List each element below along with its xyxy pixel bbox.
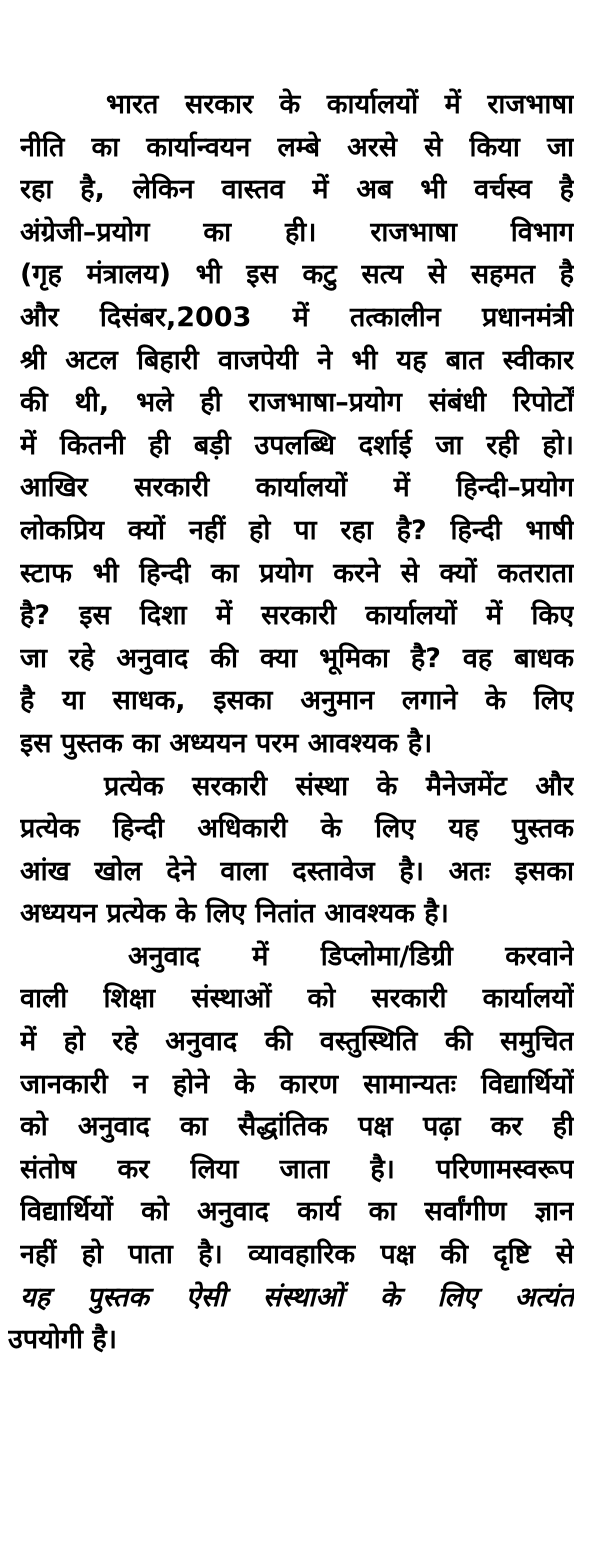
text-line: अंग्रेजी–प्रयोग का ही। राजभाषा विभाग [20,216,574,248]
text-line: प्रत्येक हिन्दी अधिकारी के लिए यह पुस्तक [20,813,574,845]
text-line: संतोष कर लिया जाता है। परिणामस्वरूप [20,1153,574,1185]
text-line: को अनुवाद का सैद्धांतिक पक्ष पढ़ा कर ही [20,1111,574,1143]
text-line: प्रत्येक सरकारी संस्था के मैनेजमेंट और [104,770,574,802]
text-line: में कितनी ही बड़ी उपलब्धि दर्शाई जा रही हो। [20,429,574,461]
text-line: है? इस दिशा में सरकारी कार्यालयों में किए [20,600,574,632]
text-line: (गृह मंत्रालय) भी इस कटु सत्य से सहमत है [20,259,574,291]
text-line: रहा है, लेकिन वास्तव में अब भी वर्चस्व है [20,174,574,206]
text-line: अध्ययन प्रत्येक के लिए नितांत आवश्यक है। [20,898,449,930]
text-line: वाली शिक्षा संस्थाओं को सरकारी कार्यालयों [20,983,574,1015]
text-line: और दिसंबर,2003 में तत्कालीन प्रधानमंत्री [20,301,574,333]
text-line: जा रहे अनुवाद की क्या भूमिका है? वह बाधक [20,642,574,674]
text-line: अनुवाद में डिप्लोमा/डिग्री करवाने [128,940,574,972]
text-line: इस पुस्तक का अध्ययन परम आवश्यक है। [20,727,433,759]
text-line: उपयोगी है। [8,1324,117,1356]
text-line: स्टाफ भी हिन्दी का प्रयोग करने से क्यों कतराता [20,557,574,589]
paragraph-management [20,766,574,936]
text-line: लोकप्रिय क्यों नहीं हो पा रहा है? हिन्दी भाषी [20,514,574,546]
text-line: है या साधक, इसका अनुमान लगाने के लिए [20,685,574,717]
paragraph-rajbhasha-policy [20,84,574,766]
paragraph-translation-institutions [8,936,574,1362]
text-line: यह पुस्तक ऐसी संस्थाओं के लिए अत्यंत [20,1281,574,1313]
text-line: श्री अटल बिहारी वाजपेयी ने भी यह बात स्वीकार [20,344,574,376]
text-line: में हो रहे अनुवाद की वस्तुस्थिति की समुचित [20,1026,574,1058]
text-line: जानकारी न होने के कारण सामान्यतः विद्यार्थियों [20,1068,574,1100]
text-line: नहीं हो पाता है। व्यावहारिक पक्ष की दृष्टि से [20,1239,574,1271]
text-line: नीति का कार्यान्वयन लम्बे अरसे से किया जा [20,131,574,163]
text-line: आंख खोल देने वाला दस्तावेज है। अतः इसका [20,855,574,887]
text-line: भारत सरकार के कार्यालयों में राजभाषा [106,89,574,120]
text-line: आखिर सरकारी कार्यालयों में हिन्दी–प्रयोग [20,472,574,504]
text-line: की थी, भले ही राजभाषा–प्रयोग संबंधी रिपोर्टों [20,387,574,419]
text-line: विद्यार्थियों को अनुवाद कार्य का सर्वांगीण ज्ञान [20,1196,574,1228]
